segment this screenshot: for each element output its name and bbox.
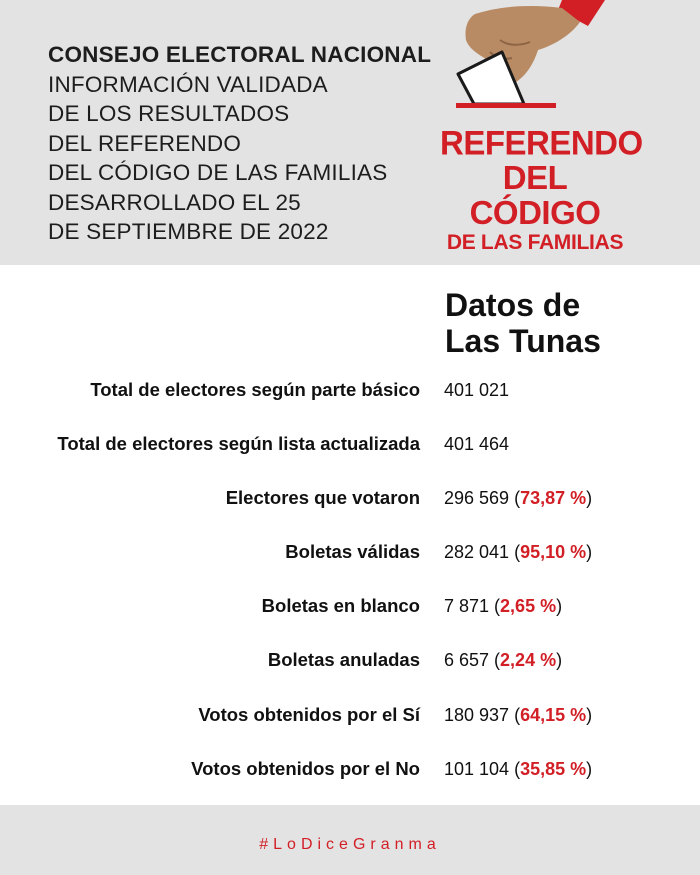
header-line: CONSEJO ELECTORAL NACIONAL — [48, 42, 432, 67]
table-row — [0, 483, 700, 513]
row-label: Electores que votaron — [225, 487, 420, 508]
row-value: 180 937 (64,15 %) — [444, 705, 593, 725]
row-label: Total de electores según parte básico — [90, 379, 420, 400]
logo-title-line: DE LAS FAMILIAS — [446, 231, 624, 254]
table-row — [0, 645, 700, 675]
header-line: DE LOS RESULTADOS — [48, 101, 290, 126]
table-row — [0, 375, 700, 405]
header-line: DEL REFERENDO — [48, 130, 242, 156]
row-percent: 2,24 % — [500, 650, 557, 670]
table-row — [0, 429, 700, 459]
row-percent: 2,65 % — [500, 596, 557, 616]
header-line: DESARROLLADO EL 25 — [48, 189, 301, 215]
row-percent: 95,10 % — [520, 542, 587, 562]
row-percent: 35,85 % — [520, 759, 587, 779]
table-row — [0, 700, 700, 730]
row-value — [444, 375, 509, 405]
row-number: 282 041 — [444, 542, 510, 562]
ballot-slot-icon — [456, 103, 556, 108]
row-percent: 73,87 % — [520, 488, 587, 508]
logo-title-line: REFERENDO — [440, 123, 643, 162]
row-value: 296 569 (73,87 %) — [444, 488, 593, 508]
data-title-line: Datos de — [445, 287, 581, 323]
logo-title-line: DEL CÓDIGO — [469, 159, 601, 231]
row-label: Boletas en blanco — [261, 595, 420, 616]
data-title-line: Las Tunas — [445, 323, 601, 359]
row-number: 296 569 — [444, 488, 510, 508]
table-row — [0, 537, 700, 567]
row-label: Boletas válidas — [285, 541, 420, 562]
row-label: Total de electores según lista actualizada — [57, 433, 420, 454]
table-row — [0, 754, 700, 784]
row-number: 7 871 — [444, 596, 490, 616]
row-value: 101 104 (35,85 %) — [444, 759, 593, 779]
row-value — [444, 429, 509, 459]
row-number: 401 464 — [444, 434, 510, 454]
row-number: 401 021 — [444, 380, 510, 400]
row-label: Boletas anuladas — [267, 649, 420, 670]
row-label: Votos obtenidos por el Sí — [198, 704, 420, 725]
logo-title — [440, 123, 643, 256]
row-value: 282 041 (95,10 %) — [444, 542, 593, 562]
row-number: 180 937 — [444, 705, 510, 725]
header-text — [48, 40, 431, 247]
hashtag: #LoDiceGranma — [259, 836, 441, 853]
table-row — [0, 591, 700, 621]
header-line: DEL CÓDIGO DE LAS FAMILIAS — [48, 160, 388, 185]
header-line: DE SEPTIEMBRE DE 2022 — [48, 219, 329, 244]
row-number: 101 104 — [444, 759, 510, 779]
row-label: Votos obtenidos por el No — [191, 758, 420, 779]
header-line: INFORMACIÓN VALIDADA — [48, 71, 328, 97]
data-title — [445, 287, 601, 359]
row-number: 6 657 — [444, 650, 490, 670]
row-value: 7 871 (2,65 %) — [444, 596, 563, 616]
row-value: 6 657 (2,24 %) — [444, 650, 563, 670]
row-percent: 64,15 % — [520, 705, 587, 725]
